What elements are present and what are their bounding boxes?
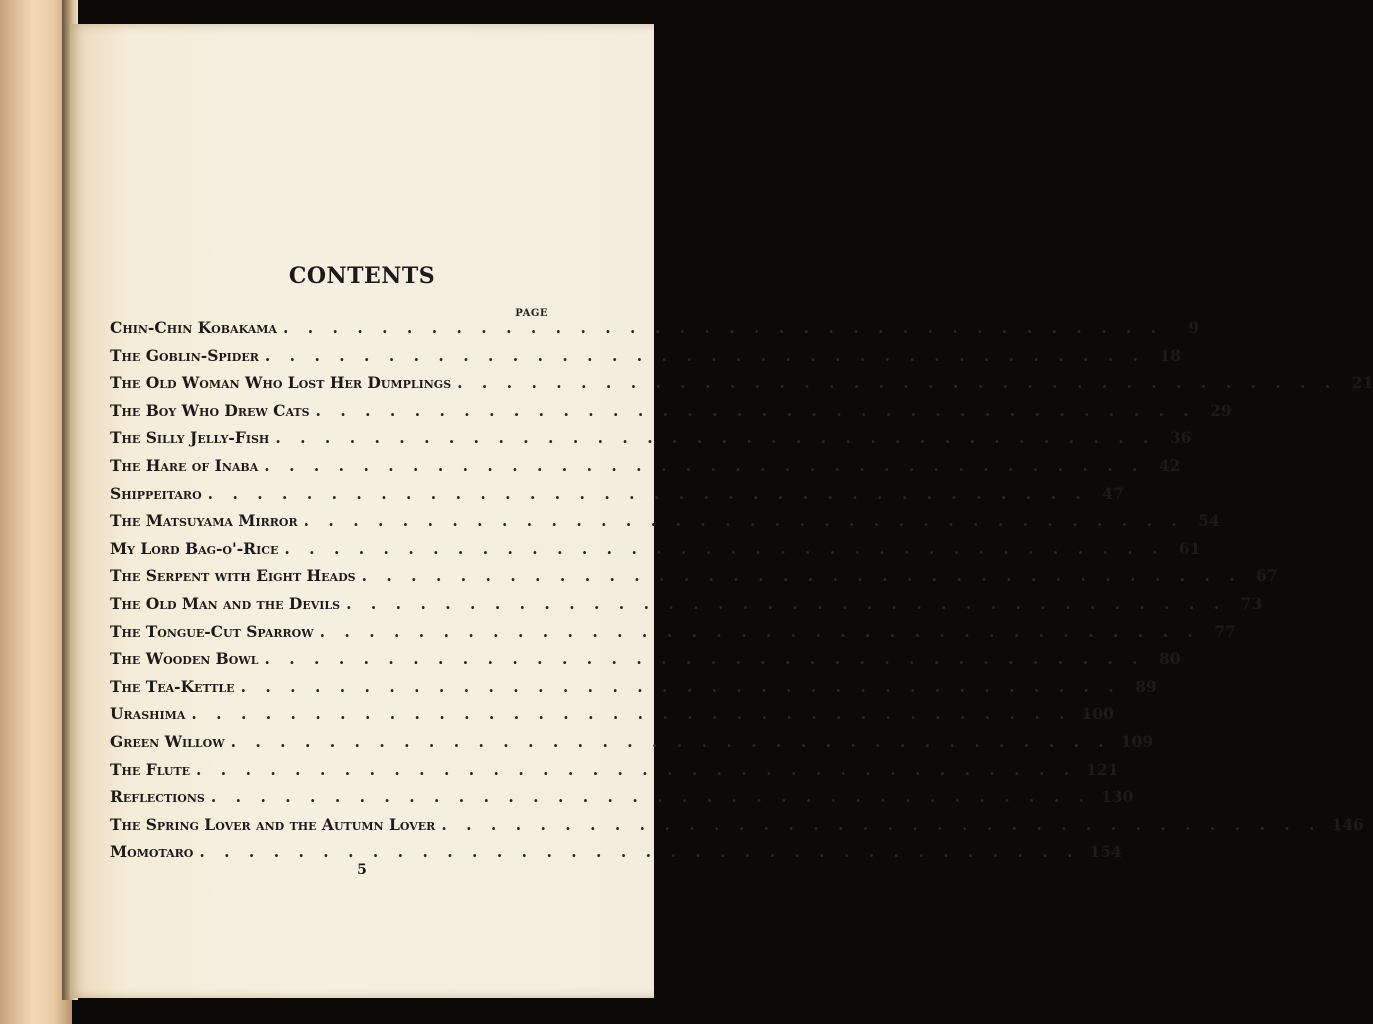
toc-entry	[110, 483, 1124, 512]
toc-entry-page: 42	[1158, 455, 1181, 475]
dot-leader: . . . . . . . . . . . . . . . . . . . . . . . . . . . . . . . . . . . .	[264, 649, 1145, 669]
dot-leader: . . . . . . . . . . . . . . . . . . . . . . . . . . . . . . . . . . . .	[457, 373, 1338, 393]
dot-leader: . . . . . . . . . . . . . . . . . . . . . . . . . . . . . . . . . . . .	[191, 704, 1072, 724]
dot-leader: . . . . . . . . . . . . . . . . . . . . . . . . . . . . . . . . . . . .	[196, 759, 1077, 779]
toc-entry-title: The Old Woman Who Lost Her Dumplings	[110, 373, 452, 393]
toc-entry	[110, 538, 1201, 567]
dot-leader: . . . . . . . . . . . . . . . . . . . . . . . . . . . . . . . . . . . .	[441, 814, 1322, 834]
dot-leader: . . . . . . . . . . . . . . . . . . . . . . . . . . . . . . . . . . . .	[199, 842, 1080, 862]
toc-entry-page: 47	[1102, 483, 1124, 503]
toc-entry-page: 36	[1169, 428, 1192, 448]
toc-entry-page: 21	[1351, 373, 1373, 393]
toc-entry-page: 100	[1081, 704, 1114, 724]
toc-entry	[110, 566, 1278, 594]
dot-leader: . . . . . . . . . . . . . . . . . . . . . . . . . . . . . . . . . . . .	[240, 676, 1121, 696]
dot-leader: . . . . . . . . . . . . . . . . . . . . . . . . . . . . . . . . . . . .	[264, 345, 1146, 365]
toc-entry-title: Shippeitaro	[110, 483, 202, 503]
dot-leader: . . . . . . . . . . . . . . . . . . . . . . . . . . . . . . . . . . . .	[315, 400, 1196, 420]
toc-entry-page: 18	[1159, 345, 1182, 365]
toc-entry-title: Reflections	[110, 787, 205, 807]
toc-entry-page: 77	[1214, 621, 1236, 641]
toc-entry-title: Momotaro	[110, 842, 194, 862]
toc-entry-title: The Flute	[110, 759, 191, 779]
toc-entry-page: 89	[1135, 676, 1157, 696]
dot-leader: . . . . . . . . . . . . . . . . . . . . . . . . . . . . . . . . . . . .	[361, 566, 1242, 586]
dot-leader: . . . . . . . . . . . . . . . . . . . . . . . . . . . . . . . . . . . .	[264, 455, 1145, 475]
toc-entry-page: 29	[1210, 400, 1232, 420]
dot-leader: . . . . . . . . . . . . . . . . . . . . . . . . . . . . . . . . . . . .	[230, 731, 1111, 751]
toc-entry-title: The Serpent with Eight Heads	[110, 566, 356, 586]
toc-entry-page: 9	[1188, 318, 1200, 337]
toc-entry	[110, 814, 1364, 843]
toc-entry-title: The Wooden Bowl	[110, 649, 259, 669]
toc-entry-title: Urashima	[110, 704, 186, 724]
toc-entry	[110, 787, 1134, 815]
toc-entry-page: 146	[1331, 814, 1364, 834]
toc-entry-title: The Tea-Kettle	[110, 676, 235, 696]
toc-entry-title: The Hare of Inaba	[110, 455, 259, 475]
toc-entry	[110, 676, 1157, 705]
toc-entry	[110, 649, 1181, 677]
dot-leader: . . . . . . . . . . . . . . . . . . . . . . . . . . . . . . . . . . . .	[284, 538, 1165, 558]
dot-leader: . . . . . . . . . . . . . . . . . . . . . . . . . . . . . . . . . . . .	[303, 511, 1184, 531]
toc-entry	[110, 428, 1192, 456]
toc-entry-title: The Old Man and the Devils	[110, 593, 341, 613]
table-of-contents	[110, 318, 1373, 870]
dot-leader: . . . . . . . . . . . . . . . . . . . . . . . . . . . . . . . . . . . .	[210, 787, 1092, 807]
dot-leader: . . . . . . . . . . . . . . . . . . . . . . . . . . . . . . . . . . . .	[319, 621, 1200, 641]
toc-entry	[110, 373, 1373, 401]
page-column-header: PAGE	[515, 308, 548, 319]
toc-entry-title: My Lord Bag-o'-Rice	[110, 538, 279, 558]
toc-entry	[110, 318, 1200, 346]
toc-entry-page: 61	[1178, 538, 1201, 558]
toc-entry-title: Chin-Chin Kobakama	[110, 318, 277, 337]
toc-entry-page: 130	[1101, 787, 1134, 807]
dot-leader: . . . . . . . . . . . . . . . . . . . . . . . . . . . . . . . . . . . .	[275, 428, 1156, 448]
toc-entry-page: 73	[1240, 593, 1263, 613]
toc-entry-page: 67	[1256, 566, 1278, 586]
toc-entry	[110, 455, 1181, 484]
toc-entry-title: The Tongue-Cut Sparrow	[110, 621, 314, 641]
toc-entry	[110, 345, 1182, 374]
toc-entry-title: The Goblin-Spider	[110, 345, 259, 365]
toc-entry-page: 109	[1120, 731, 1154, 751]
toc-entry-title: The Spring Lover and the Autumn Lover	[110, 814, 436, 834]
page-number: 5	[357, 862, 367, 878]
toc-entry-title: The Matsuyama Mirror	[110, 511, 298, 531]
toc-entry	[110, 704, 1114, 732]
dot-leader: . . . . . . . . . . . . . . . . . . . . . . . . . . . . . . . . . . . .	[346, 593, 1227, 613]
contents-title: CONTENTS	[288, 263, 436, 289]
toc-entry	[110, 400, 1232, 429]
toc-entry-page: 121	[1086, 759, 1119, 779]
toc-entry	[110, 511, 1220, 539]
toc-entry	[110, 731, 1154, 760]
toc-entry	[110, 621, 1236, 650]
toc-entry	[110, 759, 1119, 788]
toc-entry-page: 80	[1159, 649, 1181, 669]
toc-entry-page: 154	[1089, 842, 1122, 862]
toc-entry-title: Green Willow	[110, 731, 225, 751]
dot-leader: . . . . . . . . . . . . . . . . . . . . . . . . . . . . . . . . . . . .	[207, 483, 1088, 503]
toc-entry-title: The Boy Who Drew Cats	[110, 400, 310, 420]
dot-leader: . . . . . . . . . . . . . . . . . . . . . . . . . . . . . . . . . . . .	[282, 318, 1164, 337]
toc-entry-title: The Silly Jelly-Fish	[110, 428, 270, 448]
toc-entry	[110, 593, 1263, 622]
toc-entry-page: 54	[1198, 511, 1220, 531]
